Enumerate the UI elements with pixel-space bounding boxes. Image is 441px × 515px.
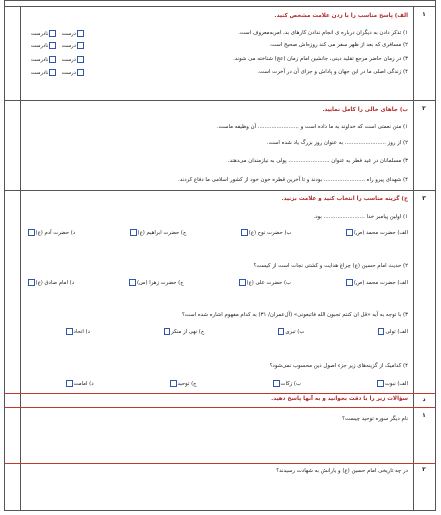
section-c-options-3 xyxy=(65,328,408,336)
section-c-question-1: ۱) اولین پیامبر خدا ........................ بود. xyxy=(313,214,408,220)
section-c-number: ۳ xyxy=(422,195,426,202)
section-b-item-3: ۳) مسلمانان در عید فطر به عنوان ........................ پولی به نیازمندان می‌دهند. xyxy=(227,158,408,164)
option-checkbox[interactable] xyxy=(28,279,35,286)
option[interactable]: ب) حضرت نوح (ع) xyxy=(240,229,291,237)
option[interactable]: د) حضرت آدم (ع) xyxy=(27,229,75,237)
option[interactable]: الف) تولی xyxy=(377,328,408,336)
section-a-item-1: ۱) تذکر دادن به دیگران درباره ی انجام ندادن کارهای بد، امر‌به‌معروف است. xyxy=(238,30,408,36)
true-false-1: درست نادرست xyxy=(31,30,85,38)
section-b-number: ۲ xyxy=(422,105,426,112)
section-c-question-4: ۴) کدامیک از گزینه‌های زیر جزء اصول دین محسوب نمی‌شود؟ xyxy=(269,363,408,369)
option-checkbox[interactable] xyxy=(66,380,73,387)
false-checkbox-4[interactable] xyxy=(49,69,56,76)
false-checkbox-1[interactable] xyxy=(49,30,56,37)
number-column xyxy=(413,7,435,510)
option-checkbox[interactable] xyxy=(130,229,137,236)
section-d-heading: سؤالات زیر را با دقت بخوانید و به آنها پاسخ دهید. xyxy=(271,396,408,402)
section-a-item-4: ۴) زندگی اصلی ما در این جهان و پاداش و جزای آن در آخرت است. xyxy=(257,69,408,75)
option-checkbox[interactable] xyxy=(129,279,136,286)
section-a-number: ۱ xyxy=(422,11,426,18)
section-a-item-3: ۳) در زمان حاضر مرجع تقلید دینی، جانشین امام زمان (عج) شناخته می شوند. xyxy=(233,56,408,62)
divider-q1-q2 xyxy=(5,463,435,464)
question-1-text: نام دیگر سوره توحید چیست؟ xyxy=(342,416,408,422)
section-b-item-1: ۱) متن نعمتی است که خداوند به ما داده است و ........................ آن وظیفه ماست. xyxy=(216,124,408,130)
false-checkbox-2[interactable] xyxy=(49,42,56,49)
section-c-options-2 xyxy=(27,279,408,287)
section-c-options-4 xyxy=(65,380,408,388)
section-c-question-3: ۳) با توجه به آیه «قل ان کنتم تحبون الله فاتبعونی» (آل‌عمران/ ۳۱) به کدام مفهوم اشاره شده است؟ xyxy=(181,312,408,318)
false-checkbox-3[interactable] xyxy=(49,56,56,63)
option[interactable]: ب) حضرت علی (ع) xyxy=(238,279,291,287)
option-checkbox[interactable] xyxy=(164,328,171,335)
option-checkbox[interactable] xyxy=(273,380,280,387)
question-2-number: ۲ xyxy=(422,466,426,473)
option[interactable]: الف) حضرت محمد (ص) xyxy=(345,279,408,287)
divider-d-q1 xyxy=(5,407,435,408)
section-b-item-2: ۲) از روز ........................ به عنوان روز بزرگ یاد شده است. xyxy=(266,140,408,146)
true-false-3: درست نادرست xyxy=(31,56,85,64)
option[interactable]: ب) زکات xyxy=(272,380,301,388)
section-a-heading: الف) پاسخ مناسب را با زدن علامت مشخص کنید. xyxy=(274,13,408,19)
option[interactable]: الف) حضرت محمد (ص) xyxy=(345,229,408,237)
true-checkbox-1[interactable] xyxy=(77,30,84,37)
option[interactable]: ج) حضرت زهرا (س) xyxy=(128,279,183,287)
option-checkbox[interactable] xyxy=(278,328,285,335)
divider-b-c xyxy=(5,190,435,191)
exam-table xyxy=(4,6,436,511)
divider-a-b xyxy=(5,100,435,101)
true-checkbox-4[interactable] xyxy=(77,69,84,76)
option[interactable]: ج) حضرت ابراهیم (ع) xyxy=(129,229,186,237)
section-b-item-4: ۴) شهدای پیرو راه ........................ بودند و تا آخرین قطره خون خود از کشور اسلامی ما دفاع کردند. xyxy=(178,177,408,183)
true-false-2: درست نادرست xyxy=(31,42,85,50)
option[interactable]: الف) نبوت xyxy=(376,380,408,388)
option[interactable]: ب) تبری xyxy=(277,328,304,336)
section-c-heading: ج) گزینه مناسب را انتخاب کنید و علامت بزنید. xyxy=(281,196,408,202)
option-checkbox[interactable] xyxy=(346,229,353,236)
divider-c-d xyxy=(5,393,435,394)
score-column xyxy=(5,7,21,510)
option-checkbox[interactable] xyxy=(377,380,384,387)
option[interactable]: ج) نهی از منکر xyxy=(163,328,205,336)
option-checkbox[interactable] xyxy=(239,279,246,286)
option-checkbox[interactable] xyxy=(66,328,73,335)
option-checkbox[interactable] xyxy=(378,328,385,335)
section-c-question-2: ۲) حدیث امام حسین (ع) چراغ هدایت و کشتی نجات است از کیست؟ xyxy=(253,263,408,269)
question-1-number: ۱ xyxy=(422,412,426,419)
option-checkbox[interactable] xyxy=(241,229,248,236)
option[interactable]: د) امامت xyxy=(65,380,94,388)
option-checkbox[interactable] xyxy=(346,279,353,286)
true-checkbox-2[interactable] xyxy=(77,42,84,49)
question-2-text: در چه تاریخی امام حسین (ع) و یارانش به شهادت رسیدند؟ xyxy=(276,468,408,474)
option[interactable]: ج) توحید xyxy=(169,380,197,388)
section-b-heading: ب) جاهای خالی را کامل نمایید. xyxy=(322,107,408,113)
option-checkbox[interactable] xyxy=(28,229,35,236)
section-d-number: د xyxy=(422,396,426,403)
section-c-options-1 xyxy=(27,229,408,237)
true-checkbox-3[interactable] xyxy=(77,56,84,63)
section-a-item-2: ۲) مسافری که بعد از ظهر سفر می کند روزه‌اش صحیح است. xyxy=(269,42,408,48)
true-false-4: درست نادرست xyxy=(31,69,85,77)
option[interactable]: د) اتحاد xyxy=(65,328,90,336)
option[interactable]: د) امام صادق (ع) xyxy=(27,279,74,287)
option-checkbox[interactable] xyxy=(170,380,177,387)
